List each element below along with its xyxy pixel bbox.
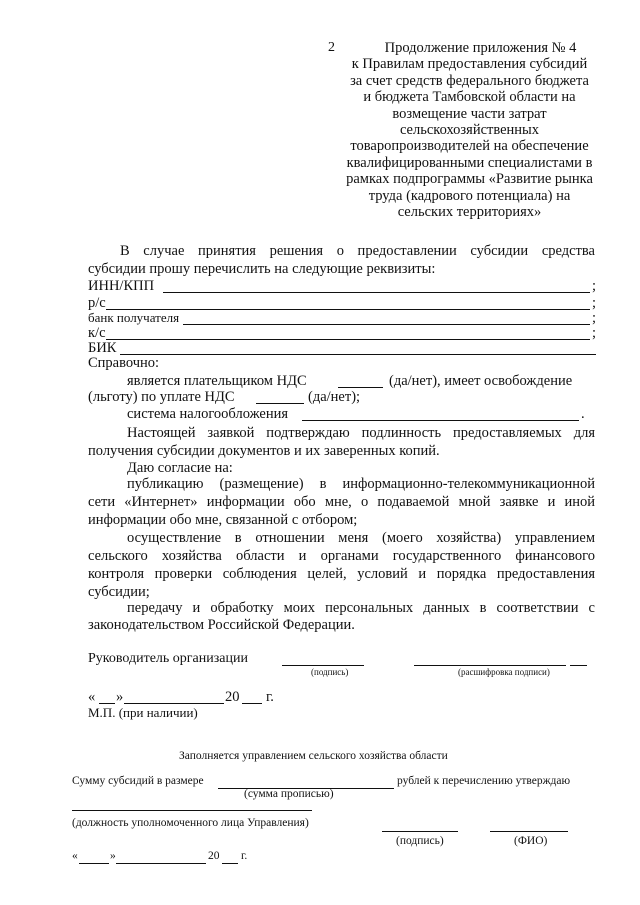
confirm-line-1: Настоящей заявкой подтверждаю подлинность предоставляемых для	[127, 425, 595, 441]
header-line: рамках подпрограммы «Развитие рынка	[346, 171, 593, 188]
semicolon: ;	[592, 310, 597, 326]
rs-label: р/с	[88, 295, 106, 311]
date-year-suffix: г.	[266, 689, 274, 705]
position-caption: (должность уполномоченного лица Управления)	[72, 817, 309, 829]
dept-date-year-prefix: 20	[208, 850, 220, 862]
consent-text: осуществление в отношении меня (моего хозяйства) управлением	[127, 530, 595, 546]
decode-caption: (расшифровка подписи)	[458, 667, 550, 677]
date-year-field[interactable]	[242, 703, 262, 704]
dept-date-day-field[interactable]	[79, 863, 109, 864]
reference-title: Справочно:	[88, 355, 160, 371]
bank-label: банк получателя	[88, 310, 180, 325]
date-month-field[interactable]	[124, 703, 224, 704]
date-open-quote: «	[88, 689, 96, 705]
consent-text: сельского хозяйства области и органами государственного финансового	[88, 548, 595, 564]
date-close-quote: »	[116, 689, 124, 705]
consent-text: законодательством Российской Федерации.	[88, 617, 355, 633]
page-number: 2	[328, 40, 335, 55]
intro-line-1: В случае принятия решения о предоставлении субсидии средства	[120, 243, 595, 259]
head-name-field-tail	[570, 665, 587, 666]
header-line: к Правилам предоставления субсидий	[351, 56, 588, 73]
position-field[interactable]	[72, 810, 312, 811]
header-line: труда (кадрового потенциала) на	[368, 187, 571, 204]
vat-text: (льготу) по уплате НДС	[88, 389, 235, 405]
header-line: товаропроизводителей на обеспечение	[350, 138, 589, 155]
semicolon: ;	[592, 295, 597, 311]
consent-text: информации обо мне, связанной с отбором;	[88, 512, 358, 528]
date-day-field[interactable]	[99, 703, 115, 704]
dept-date-year-field[interactable]	[222, 863, 238, 864]
head-name-field[interactable]	[414, 665, 566, 666]
sign-caption: (подпись)	[311, 667, 349, 677]
date-year-prefix: 20	[225, 689, 240, 705]
sum-tail: рублей к перечислению утверждаю	[397, 775, 571, 787]
header-line: квалифицированными специалистами в	[346, 154, 593, 171]
ks-label: к/с	[88, 325, 106, 341]
period: .	[581, 406, 585, 422]
dept-signature-field[interactable]	[382, 831, 458, 832]
consent-text: публикацию (размещение) в информационно-телекоммуникационной	[127, 476, 595, 492]
vat-text: является плательщиком НДС	[127, 373, 307, 389]
bik-field[interactable]	[120, 354, 596, 355]
dept-fio-caption: (ФИО)	[514, 835, 548, 847]
ks-field[interactable]	[106, 339, 590, 340]
semicolon: ;	[592, 278, 597, 294]
inn-field[interactable]	[163, 292, 590, 293]
appendix-header	[328, 40, 611, 220]
consent-text: сети «Интернет» информации обо мне, о подаваемой мной заявке и иной	[88, 494, 595, 510]
intro-line-2: субсидии прошу перечислить на следующие реквизиты:	[88, 261, 436, 277]
vat-payer-field[interactable]	[338, 387, 383, 388]
header-line: и бюджета Тамбовской области на	[363, 89, 576, 106]
sum-caption: (сумма прописью)	[244, 788, 334, 800]
tax-system-field[interactable]	[302, 420, 579, 421]
header-line: возмещение части затрат	[392, 105, 547, 122]
dept-fio-field[interactable]	[490, 831, 568, 832]
consent-text: контроля проверки соблюдения целей, условий и порядка предоставления	[88, 566, 595, 582]
dept-date-month-field[interactable]	[116, 863, 206, 864]
confirm-line-2: получения субсидии документов и их заверенных копий.	[88, 443, 440, 459]
sum-label: Сумму субсидий в размере	[72, 775, 204, 787]
bik-label: БИК	[88, 340, 117, 356]
vat-text: (да/нет);	[308, 389, 361, 405]
header-line: Продолжение приложения № 4	[384, 40, 577, 56]
dept-date-close-quote: »	[110, 850, 116, 862]
vat-text: (да/нет), имеет освобождение	[389, 373, 573, 389]
header-line: сельскохозяйственных	[399, 122, 540, 139]
stamp-label: М.П. (при наличии)	[88, 705, 198, 720]
department-title: Заполняется управлением сельского хозяйства области	[179, 750, 448, 762]
header-line: сельских территориях»	[397, 204, 542, 221]
vat-exemption-field[interactable]	[256, 403, 304, 404]
head-signature-field[interactable]	[282, 665, 364, 666]
consent-title: Даю согласие на:	[127, 460, 233, 476]
semicolon: ;	[592, 325, 597, 341]
dept-sign-caption: (подпись)	[396, 835, 444, 847]
bank-field[interactable]	[183, 324, 590, 325]
head-label: Руководитель организации	[88, 651, 248, 666]
consent-text: передачу и обработку моих персональных данных в соответствии с	[127, 600, 595, 616]
dept-date-open-quote: «	[72, 850, 78, 862]
consent-text: субсидии;	[88, 584, 150, 600]
header-line: за счет средств федерального бюджета	[350, 72, 589, 89]
tax-system-label: система налогообложения	[127, 406, 289, 422]
inn-label: ИНН/КПП	[88, 278, 155, 294]
dept-date-year-suffix: г.	[241, 850, 248, 862]
